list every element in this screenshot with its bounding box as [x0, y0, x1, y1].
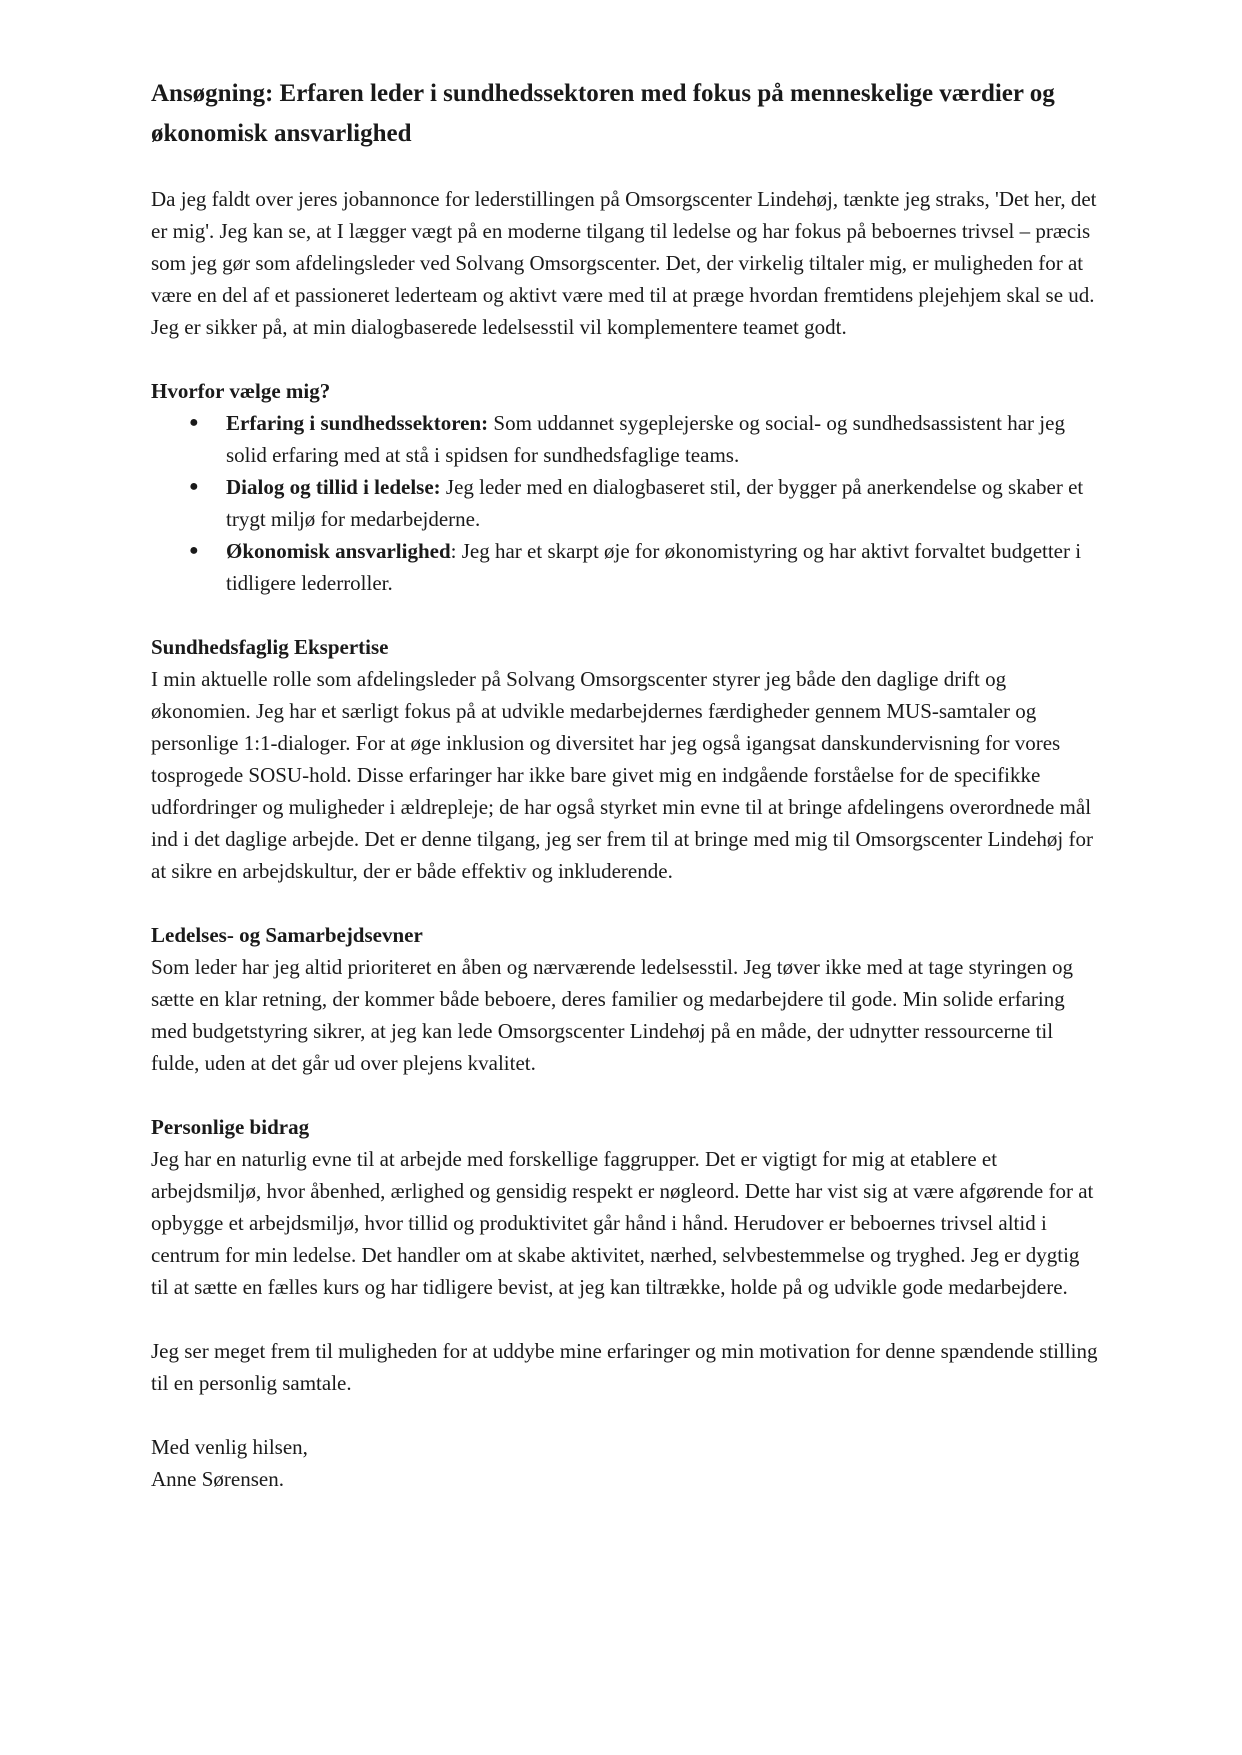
bullet-label: Økonomisk ansvarlighed: [226, 539, 451, 563]
bullet-icon: ●: [189, 478, 199, 495]
document-title: Ansøgning: Erfaren leder i sundhedssektoren med fokus på menneskelige værdier og økonomisk ansvarlighed: [151, 80, 1055, 147]
spacer: [151, 1079, 1101, 1111]
expertise-paragraph: I min aktuelle rolle som afdelingsleder på Solvang Omsorgscenter styrer jeg både den daglige drift og økonomien. Jeg har et særligt fokus på at udvikle medarbejdernes færdigheder gennem MUS-samtaler og personlige 1:1-dialoger. For at øge inklusion og diversitet har jeg også igangsat danskundervisning for vores tosprogede SOSU-hold. Disse erfaringer har ikke bare givet mig en indgående forståelse for de specifikke udfordringer og muligheder i ældrepleje; de har også styrket min evne til at bringe afdelingens overordnede mål ind i det daglige arbejde. Det er denne tilgang, jeg ser frem til at bringe med mig til Omsorgscenter Lindehøj for at sikre en arbejdskultur, der er både effektiv og inkluderende.: [151, 667, 1093, 883]
bullet-text: Jeg leder med en dialogbaseret stil, der bygger på anerkendelse og skaber et trygt miljø for medarbejderne.: [226, 475, 1084, 531]
bullet-text: Som uddannet sygeplejerske og social- og sundhedsassistent har jeg solid erfaring med at stå i spidsen for sundhedsfaglige teams.: [226, 411, 1065, 467]
bullet-icon: ●: [189, 542, 199, 559]
personal-heading: Personlige bidrag: [151, 1115, 310, 1139]
personal-paragraph: Jeg har en naturlig evne til at arbejde med forskellige faggrupper. Det er vigtigt for mig at etablere et arbejdsmiljø, hvor åbenhed, ærlighed og gensidig respekt er nøgleord. Dette har vist sig at være afgørende for at opbygge et arbejdsmiljø, hvor tillid og produktivitet går hånd i hånd. Herudover er beboernes trivsel altid i centrum for min ledelse. Det handler om at skabe aktivitet, nærhed, selvbestemmelse og tryghed. Jeg er dygtig til at sætte en fælles kurs og har tidligere bevist, at jeg kan tiltrække, holde på og udvikle gode medarbejdere.: [151, 1147, 1094, 1299]
spacer: [151, 887, 1101, 919]
why-bullet-list: [151, 407, 1101, 599]
spacer: [151, 343, 1101, 375]
closing-paragraph: Jeg ser meget frem til muligheden for at uddybe mine erfaringer og min motivation for denne spændende stilling til en personlig samtale.: [151, 1339, 1098, 1395]
list-item: [151, 471, 1101, 535]
document-page: [151, 74, 1101, 1495]
spacer: [151, 1399, 1101, 1431]
spacer: [151, 599, 1101, 631]
why-heading: Hvorfor vælge mig?: [151, 379, 331, 403]
leadership-paragraph: Som leder har jeg altid prioriteret en åben og nærværende ledelsesstil. Jeg tøver ikke med at tage styringen og sætte en klar retning, der kommer både beboere, deres familier og medarbejdere til gode. Min solide erfaring med budgetstyring sikrer, at jeg kan lede Omsorgscenter Lindehøj på en måde, der udnytter ressourcerne til fulde, uden at det går ud over plejens kvalitet.: [151, 955, 1073, 1075]
bullet-label: Erfaring i sundhedssektoren:: [226, 411, 489, 435]
leadership-heading: Ledelses- og Samarbejdsevner: [151, 923, 423, 947]
bullet-icon: ●: [189, 414, 199, 431]
spacer: [151, 1303, 1101, 1335]
bullet-label: Dialog og tillid i ledelse:: [226, 475, 441, 499]
signoff-name: Anne Sørensen.: [151, 1467, 284, 1491]
list-item: [151, 407, 1101, 471]
signoff-greeting: Med venlig hilsen,: [151, 1435, 308, 1459]
list-item: [151, 535, 1101, 599]
expertise-heading: Sundhedsfaglig Ekspertise: [151, 635, 389, 659]
bullet-text: : Jeg har et skarpt øje for økonomistyring og har aktivt forvaltet budgetter i tidligere lederroller.: [226, 539, 1082, 595]
intro-paragraph: Da jeg faldt over jeres jobannonce for lederstillingen på Omsorgscenter Lindehøj, tænkte jeg straks, 'Det her, det er mig'. Jeg kan se, at I lægger vægt på en moderne tilgang til ledelse og har fokus på beboernes trivsel – præcis som jeg gør som afdelingsleder ved Solvang Omsorgscenter. Det, der virkelig tiltaler mig, er muligheden for at være en del af et passioneret lederteam og aktivt være med til at præge hvordan fremtidens plejehjem skal se ud. Jeg er sikker på, at min dialogbaserede ledelsesstil vil komplementere teamet godt.: [151, 187, 1097, 339]
